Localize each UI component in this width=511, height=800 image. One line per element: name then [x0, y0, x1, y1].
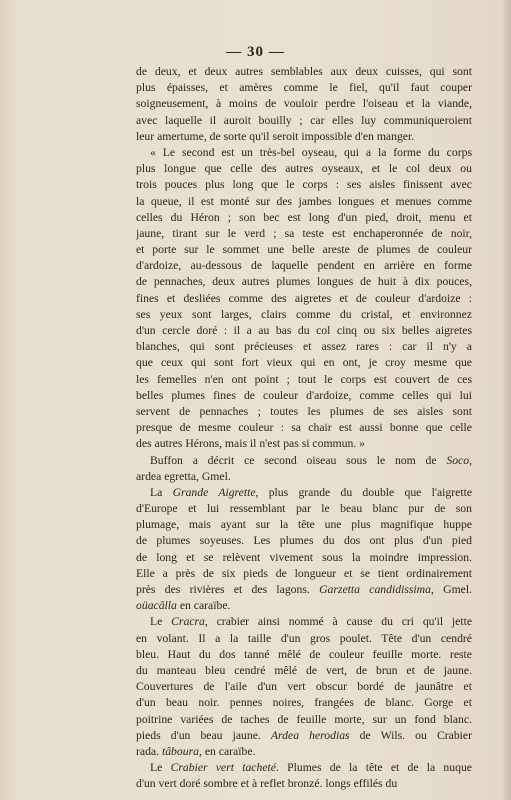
text-line: rada. tâboura, en caraïbe.: [136, 744, 256, 758]
page-number: — 30 —: [226, 44, 285, 60]
text-line: plus épaisses, et amères comme le fiel, qu'il faut couper: [136, 81, 472, 95]
page-edge-shadow: [501, 0, 511, 800]
text-line: soigneusement, à moins de vouloir perdre l'oiseau et la viande,: [136, 97, 472, 111]
text-line: la queue, il est monté sur des jambes longues et menues comme: [136, 194, 472, 208]
text-line: du manteau bleu cendré mêlé de vert, de brun et de jaune.: [136, 663, 472, 677]
text-line: Le Cracra, crabier ainsi nommé à cause du cri qu'il jette: [150, 615, 472, 629]
text-line: plus longue que celle des autres oyseaux, et le col deux ou: [136, 162, 472, 176]
text-line: et porte sur le sommet une belle areste de plumes de couleur: [136, 243, 472, 257]
paragraph: [136, 453, 472, 485]
text-line: près des rivières et des lagons. Garzetta candidissima, Gmel.: [136, 583, 472, 596]
text-line: bleu. Haut du dos tanné mêlé de couleur feuille morte. reste: [136, 647, 472, 661]
text-body: [136, 64, 472, 792]
paragraph: [136, 614, 472, 760]
paragraph: [136, 485, 472, 615]
text-line: d'Europe et lui ressemblant par le beau blanc pur de son: [136, 502, 472, 516]
text-line: d'un cercle doré : il a au bas du col cinq ou six belles aigretes: [136, 324, 472, 337]
text-line: leur amertume, de sorte qu'il seroit impossible d'en manger.: [136, 129, 415, 143]
text-line: que ceux qui sont fort vieux qui en ont, je croy mesme que: [136, 356, 472, 370]
text-line: jaune, tirant sur le verd ; sa teste est enchaperonnée de noir,: [136, 226, 472, 240]
text-line: avec laquelle il auroit bouilly ; car elles luy communiqueroient: [136, 113, 472, 127]
text-line: celles du Héron ; son bec est long d'un pied, droit, menu et: [136, 210, 472, 224]
text-line: d'ardoize, au-dessous de laquelle pendent en arrière en forme: [136, 259, 472, 273]
text-line: pieds d'un beau jaune. Ardea herodias de Wils. ou Crabier: [136, 728, 472, 742]
text-line: Buffon a décrit ce second oiseau sous le nom de Soco,: [150, 453, 472, 467]
text-line: Elle a près de six pieds de longueur et se tient ordinairement: [136, 566, 472, 580]
text-line: de pennaches, deux autres plumes longues de huit à dix pouces,: [136, 275, 472, 289]
text-line: des autres Hérons, mais il n'est pas si commun. »: [136, 437, 366, 451]
text-line: de plumes soyeuses. Les plumes du dos ont plus d'un pied: [136, 534, 472, 548]
text-line: d'un beau noir. pennes noires, frangées de blanc. Gorge et: [136, 696, 472, 710]
paragraph: [136, 64, 472, 145]
text-line: belles plumes fines de couleur d'ardoize, comme celles qui lui: [136, 388, 472, 402]
text-line: oüacâlla en caraïbe.: [136, 599, 231, 613]
paragraph: [136, 760, 472, 792]
text-line: presque de mesme couleur : sa chair est aussi bonne que celle: [136, 421, 472, 435]
paragraph: [136, 145, 472, 453]
text-line: poitrine variées de taches de feuille morte, sur un fond blanc.: [136, 712, 472, 726]
text-line: ardea egretta, Gmel.: [136, 469, 231, 483]
text-line: « Le second est un très-bel oyseau, qui a la forme du corps: [150, 145, 472, 159]
text-line: blanches, qui sont précieuses et assez rares : car il n'y a: [136, 340, 472, 354]
text-line: les femelles n'en ont point ; tout le corps est couvert de ces: [136, 372, 472, 386]
text-line: fines et desliées comme des aigretes et de couleur d'ardoize :: [136, 291, 472, 305]
text-line: plumage, mais ayant sur la tête une plus magnifique huppe: [136, 518, 472, 532]
text-line: de deux, et deux autres semblables aux deux cuisses, qui sont: [136, 65, 472, 78]
text-line: servent de pennaches ; toutes les plumes de ses aisles sont: [136, 404, 472, 418]
text-line: Le Crabier vert tacheté. Plumes de la tête et de la nuque: [150, 761, 472, 775]
text-line: Couvertures de l'aile d'un vert obscur bordé de jaunâtre et: [136, 680, 472, 694]
text-line: de long et se relèvent vivement sous la moindre impression.: [136, 550, 472, 564]
text-line: en volant. Il a la taille d'un gros poulet. Tête d'un cendré: [136, 631, 472, 645]
text-line: d'un vert doré sombre et à reflet bronzé. longs effilés du: [136, 777, 398, 791]
text-line: ses yeux sont larges, clairs comme du cristal, et environnez: [136, 307, 472, 321]
text-line: trois pouces plus long que le corps : ses aisles finissent avec: [136, 178, 472, 192]
text-line: La Grande Aigrette, plus grande du double que l'aigrette: [150, 485, 472, 499]
